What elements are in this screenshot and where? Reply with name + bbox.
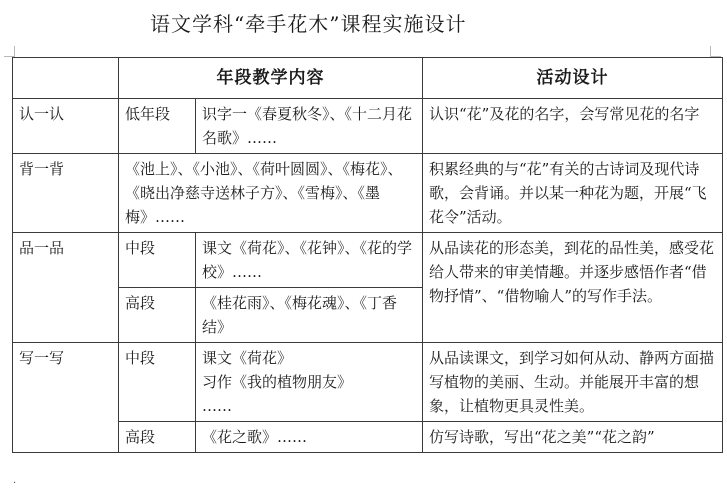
activity-renyiren: 认识“花”及花的名字，会写常见花的名字 <box>423 99 723 154</box>
module-pinyipin: 品一品 <box>13 233 119 343</box>
grade-xieyixie-upper: 高段 <box>119 422 196 453</box>
content-xieyixie-middle <box>196 343 423 422</box>
grade-pinyipin-middle: 中段 <box>119 233 196 288</box>
activity-pinyipin: 从品读花的形态美，到花的品性美，感受花给人带来的审美情趣。并逐步感悟作者“借物抒情”、“借物喻人”的写作手法。 <box>423 233 723 343</box>
header-activity: 活动设计 <box>423 58 723 99</box>
table-row-pinyipin-middle <box>13 233 723 288</box>
header-row <box>13 58 723 99</box>
paragraph-mark: · <box>13 478 17 489</box>
grade-renyiren: 低年段 <box>119 99 196 154</box>
grade-pinyipin-upper: 高段 <box>119 288 196 343</box>
module-beiyibei: 背一背 <box>13 154 119 233</box>
course-plan-table <box>12 57 723 453</box>
document-title: 语文学科“牵手花木”课程实施设计 <box>150 12 467 36</box>
content-pinyipin-middle: 课文《荷花》、《花钟》、《花的学校》…… <box>196 233 423 288</box>
header-content: 年段教学内容 <box>119 58 423 99</box>
table-row-beiyibei <box>13 154 723 233</box>
content-pinyipin-upper: 《桂花雨》、《梅花魂》、《丁香结》 <box>196 288 423 343</box>
grade-xieyixie-middle: 中段 <box>119 343 196 422</box>
margin-corner-mark-left <box>4 46 15 57</box>
content-line-composition: 习作《我的植物朋友》 <box>202 373 353 391</box>
table-row-renyiren <box>13 99 723 154</box>
content-line-lesson: 课文《荷花》 <box>202 349 293 367</box>
activity-xieyixie-upper: 仿写诗歌，写出“花之美”“花之韵” <box>423 422 723 453</box>
activity-xieyixie-middle: 从品读课文，到学习如何从动、静两方面描写植物的美丽、生动。并能展开丰富的想象，让植物更具灵性美。 <box>423 343 723 422</box>
content-renyiren: 识字一《春夏秋冬》、《十二月花名歌》…… <box>196 99 423 154</box>
margin-corner-mark-right <box>710 46 721 57</box>
activity-beiyibei: 积累经典的与“花”有关的古诗词及现代诗歌，会背诵。并以某一种花为题，开展“飞花令”活动。 <box>423 154 723 233</box>
header-blank-cell <box>13 58 119 99</box>
module-xieyixie: 写一写 <box>13 343 119 453</box>
content-beiyibei: 《池上》、《小池》、《荷叶圆圆》、《梅花》、《晓出净慈寺送林子方》、《雪梅》、《墨梅》…… <box>119 154 423 233</box>
table-row-xieyixie-middle <box>13 343 723 422</box>
table-row-xieyixie-upper <box>13 422 723 453</box>
content-line-ellipsis: …… <box>202 397 232 415</box>
module-renyiren: 认一认 <box>13 99 119 154</box>
content-xieyixie-upper: 《花之歌》…… <box>196 422 423 453</box>
